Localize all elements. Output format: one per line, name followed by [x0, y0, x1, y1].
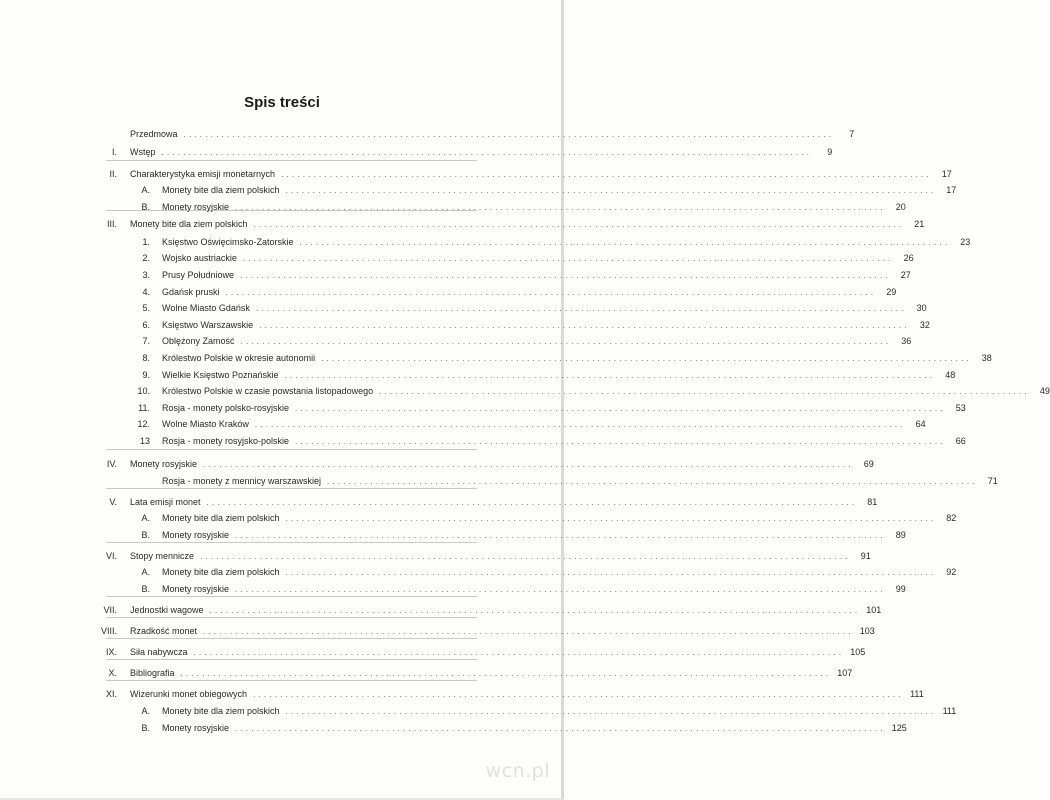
toc-entry-page: 69: [863, 459, 874, 469]
dot-leader: ........................................................................................................................: [235, 724, 886, 733]
toc-entry: [0, 284, 897, 300]
toc-entry-page: 36: [901, 336, 912, 346]
toc-entry-label: Monety bite dla ziem polskich: [162, 185, 280, 195]
toc-entry-label: Monety rosyjskie: [162, 530, 230, 540]
toc-entry-line: [162, 581, 906, 597]
dot-leader: ........................................................................................................................: [235, 531, 886, 540]
toc-entry-line: [162, 433, 966, 449]
toc-entry-line: [162, 564, 957, 580]
toc-entry: [0, 267, 911, 283]
toc-entry-page: 29: [886, 287, 897, 297]
toc-entry: [0, 602, 882, 618]
toc-entry-line: [130, 686, 924, 702]
toc-entry-label: Monety rosyjskie: [130, 459, 198, 469]
toc-entry: [0, 199, 906, 215]
toc-entry-line: [162, 267, 911, 283]
page-title: Spis treści: [244, 94, 320, 112]
dot-leader: ........................................................................................................................: [299, 238, 951, 247]
toc-entry-number: 6.: [142, 320, 150, 330]
toc-entry-label: Przedmowa: [130, 129, 178, 139]
dot-leader: ........................................................................................................................: [206, 498, 858, 507]
toc-entry-page: 81: [867, 497, 878, 507]
toc-entry-line: [162, 416, 926, 432]
toc-entry-number: I.: [111, 147, 117, 157]
toc-entry-line: [162, 703, 957, 719]
toc-entry-label: Monety bite dla ziem polskich: [162, 513, 280, 523]
toc-entry-line: [162, 510, 957, 526]
toc-entry-line: [130, 166, 952, 182]
toc-entry-page: 105: [850, 647, 866, 657]
toc-entry-page: 71: [987, 476, 998, 486]
toc-entry-number: III.: [106, 219, 117, 229]
toc-entry-number: 8.: [142, 353, 150, 363]
dot-leader: ........................................................................................................................: [255, 304, 907, 313]
dot-leader: ........................................................................................................................: [200, 552, 851, 561]
toc-entry-line: [130, 144, 833, 160]
toc-entry-page: 111: [942, 706, 957, 716]
toc-entry-number: A.: [141, 706, 150, 716]
toc-entry-label: Monety bite dla ziem polskich: [162, 567, 280, 577]
toc-entry-label: Monety bite dla ziem polskich: [130, 219, 248, 229]
toc-entry-label: Rzadkość monet: [130, 626, 198, 636]
toc-entry-line: [162, 367, 956, 383]
toc-entry-page: 32: [919, 320, 930, 330]
toc-entry-page: 17: [941, 169, 952, 179]
toc-entry-page: 64: [915, 419, 926, 429]
toc-entry-line: [162, 300, 927, 316]
toc-entry-number: 3.: [142, 270, 150, 280]
toc-entry-page: 66: [955, 436, 966, 446]
toc-entry-label: Gdańsk pruski: [162, 287, 220, 297]
toc-entry-label: Charakterystyka emisji monetarnych: [130, 169, 276, 179]
toc-entry-number: 1.: [142, 237, 150, 247]
toc-entry-page: 26: [903, 253, 914, 263]
dot-leader: ........................................................................................................................: [180, 669, 832, 678]
toc-entry-label: Monety rosyjskie: [162, 723, 230, 733]
toc-entry-number: 7.: [142, 336, 150, 346]
toc-entry-page: 111: [910, 689, 924, 699]
toc-entry-page: 92: [946, 567, 957, 577]
toc-entry-number: 2.: [142, 253, 150, 263]
dot-leader: ........................................................................................................................: [240, 271, 891, 280]
toc-entry-label: Monety rosyjskie: [162, 202, 230, 212]
toc-entry: [0, 317, 930, 333]
dot-leader: ........................................................................................................................: [295, 437, 946, 446]
toc-entry-line: [162, 317, 930, 333]
toc-entry-number: VIII.: [100, 626, 117, 636]
toc-entry-page: 99: [895, 584, 906, 594]
toc-entry-page: 48: [945, 370, 956, 380]
toc-entry-line: [162, 527, 906, 543]
toc-entry-label: Bibliografia: [130, 668, 175, 678]
toc-entry-number: A.: [141, 513, 150, 523]
toc-entry-page: 82: [946, 513, 957, 523]
toc-entry-number: XI.: [105, 689, 117, 699]
toc-entry-number: B.: [141, 202, 150, 212]
toc-entry-line: [162, 383, 1050, 399]
dot-leader: ........................................................................................................................: [235, 585, 886, 594]
toc-entry: [0, 527, 906, 543]
toc-entry-page: 91: [860, 551, 871, 561]
toc-entry-label: Jednostki wagowe: [130, 605, 204, 615]
toc-entry: [0, 250, 914, 266]
dot-leader: ........................................................................................................................: [253, 220, 905, 229]
toc-entry: [0, 644, 866, 660]
toc-entry-line: [130, 602, 882, 618]
toc-entry-line: [130, 456, 874, 472]
toc-entry-label: Rosja - monety rosyjsko-polskie: [162, 436, 290, 446]
dot-leader: ........................................................................................................................: [183, 130, 835, 139]
toc-entry-number: 12.: [137, 419, 150, 429]
toc-entry: [0, 216, 925, 232]
dot-leader: ........................................................................................................................: [285, 514, 937, 523]
toc-entry-label: Lata emisji monet: [130, 497, 201, 507]
toc-entry-line: [162, 234, 971, 250]
dot-leader: ........................................................................................................................: [285, 568, 937, 577]
toc-entry-label: Siła nabywcza: [130, 647, 188, 657]
toc-entry-number: 9.: [142, 370, 150, 380]
toc-entry-line: [162, 720, 907, 736]
toc-entry-label: Oblężony Zamość: [162, 336, 235, 346]
toc-entry: [0, 686, 924, 702]
toc-entry: [0, 166, 952, 182]
toc-entry-number: VI.: [105, 551, 117, 561]
toc-entry: [0, 720, 907, 736]
toc-entry: [0, 548, 871, 564]
toc-entry-number: B.: [141, 723, 150, 733]
toc-entry-number: 4.: [142, 287, 150, 297]
toc-entry-page: 21: [914, 219, 925, 229]
toc-entry-line: [130, 644, 866, 660]
toc-entry-number: 10.: [137, 386, 150, 396]
toc-entry: [0, 494, 878, 510]
dot-leader: ........................................................................................................................: [254, 420, 906, 429]
dot-leader: ........................................................................................................................: [259, 321, 910, 330]
toc-entry-line: [162, 182, 957, 198]
toc-entry: [0, 703, 957, 719]
toc-entry-label: Królestwo Polskie w okresie autonomii: [162, 353, 316, 363]
toc-entry-number: A.: [141, 567, 150, 577]
dot-leader: ........................................................................................................................: [240, 337, 892, 346]
toc-entry: [0, 416, 926, 432]
toc-entry-label: Królestwo Polskie w czasie powstania listopadowego: [162, 386, 374, 396]
toc-entry-line: [130, 126, 855, 142]
toc-entry: [0, 144, 833, 160]
toc-entry-label: Stopy mennicze: [130, 551, 195, 561]
toc-entry-line: [162, 400, 966, 416]
toc-entry-line: [162, 473, 998, 489]
toc-entry-page: 89: [895, 530, 906, 540]
toc-entry: [0, 473, 998, 489]
toc-entry: [0, 433, 966, 449]
dot-leader: ........................................................................................................................: [209, 606, 861, 615]
toc-entry-page: 23: [960, 237, 971, 247]
toc-entry-line: [162, 284, 897, 300]
toc-entry-label: Monety rosyjskie: [162, 584, 230, 594]
dot-leader: ........................................................................................................................: [203, 460, 854, 469]
toc-entry-label: Prusy Południowe: [162, 270, 235, 280]
toc-entry-label: Rosja - monety z mennicy warszawskiej: [162, 476, 322, 486]
toc-entry-label: Wizerunki monet obiegowych: [130, 689, 248, 699]
toc-entry-label: Wielkie Księstwo Poznańskie: [162, 370, 279, 380]
toc-entry-line: [130, 548, 871, 564]
dot-leader: ........................................................................................................................: [285, 186, 937, 195]
toc-entry-label: Monety bite dla ziem polskich: [162, 706, 280, 716]
toc-entry: [0, 383, 1050, 399]
toc-entry-page: 49: [1039, 386, 1050, 396]
toc-entry-page: 27: [900, 270, 911, 280]
toc-entry-number: B.: [141, 584, 150, 594]
toc-entry: [0, 333, 912, 349]
toc-entry-number: X.: [108, 668, 117, 678]
toc-entry-number: V.: [109, 497, 117, 507]
toc-entry-line: [162, 333, 912, 349]
toc-entry: [0, 581, 906, 597]
toc-entry-page: 103: [859, 626, 875, 636]
toc-entry: [0, 300, 927, 316]
toc-entry-page: 107: [837, 668, 853, 678]
toc-entry-number: 5.: [142, 303, 150, 313]
toc-entry-number: II.: [109, 169, 117, 179]
toc-entry: [0, 350, 992, 366]
dot-leader: ........................................................................................................................: [295, 404, 946, 413]
toc-entry-label: Rosja - monety polsko-rosyjskie: [162, 403, 290, 413]
dot-leader: ........................................................................................................................: [285, 707, 937, 716]
watermark: wcn.pl: [485, 760, 550, 782]
toc-entry-label: Wojsko austriackie: [162, 253, 237, 263]
dot-leader: ........................................................................................................................: [284, 371, 936, 380]
toc-entry-page: 38: [981, 353, 992, 363]
toc-entry: [0, 623, 875, 639]
toc-entry: [0, 234, 971, 250]
toc-entry-number: IV.: [106, 459, 117, 469]
toc-entry-page: 125: [891, 723, 907, 733]
toc-entry-page: 53: [955, 403, 966, 413]
toc-entry: [0, 367, 956, 383]
dot-leader: ........................................................................................................................: [235, 203, 886, 212]
toc-entry-line: [162, 250, 914, 266]
toc-entry-line: [130, 623, 875, 639]
toc-entry-line: [162, 199, 906, 215]
toc-entry-line: [162, 350, 992, 366]
toc-entry-number: B.: [141, 530, 150, 540]
toc-entry-page: 9: [827, 147, 833, 157]
toc-entry-line: [130, 216, 925, 232]
toc-entry: [0, 400, 966, 416]
toc-entry-line: [130, 665, 853, 681]
toc-entry: [0, 665, 853, 681]
toc-entry-number: 11.: [138, 403, 150, 413]
toc-entry-number: IX.: [105, 647, 117, 657]
dot-leader: ........................................................................................................................: [242, 254, 894, 263]
dot-leader: ........................................................................................................................: [253, 690, 904, 699]
dot-leader: ........................................................................................................................: [327, 477, 978, 486]
dot-leader: ........................................................................................................................: [281, 170, 932, 179]
toc-entry-page: 17: [946, 185, 957, 195]
toc-entry-label: Księstwo Oświęcimsko-Zatorskie: [162, 237, 294, 247]
dot-leader: ........................................................................................................................: [193, 648, 845, 657]
toc-entry-number: VII.: [103, 605, 117, 615]
toc-entry-page: 101: [866, 605, 882, 615]
dot-leader: ........................................................................................................................: [321, 354, 972, 363]
dot-leader: ........................................................................................................................: [161, 148, 813, 157]
toc-entry-page: 20: [895, 202, 906, 212]
dot-leader: ........................................................................................................................: [379, 387, 1030, 396]
dot-leader: ........................................................................................................................: [225, 288, 877, 297]
toc-entry: [0, 510, 957, 526]
toc-entry-label: Wolne Miasto Gdańsk: [162, 303, 250, 313]
toc-entry-label: Wolne Miasto Kraków: [162, 419, 249, 429]
toc-entry-line: [130, 494, 878, 510]
toc-entry-label: Wstęp: [130, 147, 156, 157]
toc-entry: [0, 564, 957, 580]
toc-entry-label: Księstwo Warszawskie: [162, 320, 254, 330]
toc-entry: [0, 456, 874, 472]
toc-entry: [0, 126, 855, 142]
toc-entry: [0, 182, 957, 198]
toc-entry-page: 30: [916, 303, 927, 313]
toc-entry-number: 13: [139, 436, 150, 446]
dot-leader: ........................................................................................................................: [203, 627, 854, 636]
toc-entry-page: 7: [849, 129, 855, 139]
toc-entry-number: A.: [141, 185, 150, 195]
